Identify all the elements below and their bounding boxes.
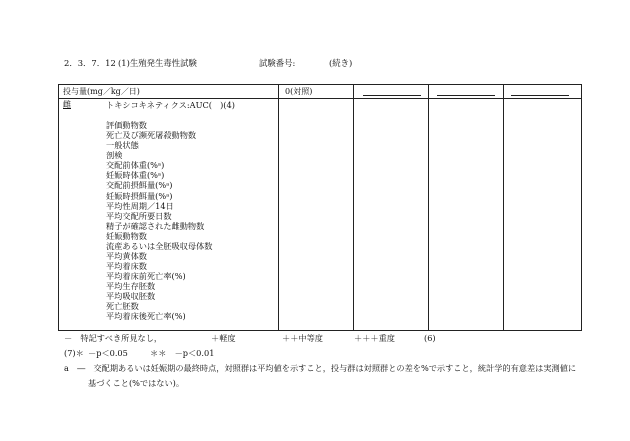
section-number: 2．3．7．12 [64,58,116,68]
parameter-row-label: 評価動物数 [106,120,147,131]
tox-table [58,84,582,331]
significance-p01: ＊＊ －p＜0.01 [150,348,215,358]
dose-group-blank [363,95,421,96]
study-number-label: 試験番号: [259,58,296,68]
column-divider [428,85,429,330]
parameter-row-label: 交配前体重(%ᵃ) [106,160,165,171]
continued-label: (続き) [329,58,353,68]
parameter-row-label: 妊娠動物数 [106,230,147,241]
parameter-row-label: 平均黄体数 [106,250,147,261]
parameter-row-label: 死亡及び瀕死屠殺動物数 [106,130,197,141]
dose-group-blank [437,95,495,96]
parameter-row-label: 平均交配所要日数 [106,210,172,221]
column-divider [503,85,504,330]
parameter-row-label: 一般状態 [106,140,139,151]
parameter-row-label: 妊娠時体重(%ᵃ) [106,170,165,181]
parameter-row-label: 平均性周期／14日 [106,200,174,211]
legend-none: － 特記すべき所見なし， [64,333,163,343]
parameter-row-label: 平均着床数 [106,260,147,271]
parameter-row-label: 平均吸収胚数 [106,291,156,301]
parameter-row-label: 交配前摂餌量(%ᵃ) [106,180,173,191]
significance-p05: －p＜0.05 [88,348,128,358]
column-divider [278,85,279,330]
header-divider [59,98,581,99]
parameter-row-label: 死亡胚数 [106,301,139,311]
legend-moderate: ＋＋中等度 [282,333,323,343]
footnote-a-line2: 基づくこと(%ではない)。 [88,378,185,388]
page-title: (1)生殖発生毒性試験 [118,58,197,68]
footnote-a-line1: a ― 交配期あるいは妊娠期の最終時点，対照群は平均値を示すこと，投与群は対照群との差を%で示すこと，統計学的有意差は実測値に [64,363,577,373]
parameter-row-label: 平均着床後死亡率(%) [106,311,186,322]
parameter-row-label: 精子が確認された雌動物数 [106,220,205,231]
dose-group-blank [511,95,569,96]
parameter-row-label: 剖検 [106,150,123,161]
legend-mild: ＋軽度 [211,333,236,343]
parameter-row-label: 流産あるいは全胚吸収母体数 [106,240,213,251]
parameter-row-label: 妊娠時摂餌量(%ᵃ) [106,190,173,201]
parameter-row-label: トキシコキネティクス:AUC( )(4) [106,100,235,110]
significance-reference: (7)＊ [64,348,84,358]
legend-severe: ＋＋＋重度 [354,333,395,343]
control-column-header: 0(対照) [285,87,313,96]
parameter-row-label: 平均着床前死亡率(%) [106,270,186,281]
parameter-row-label: 平均生存胚数 [106,280,156,291]
column-divider [353,85,354,330]
sex-group-label: 雌 [63,100,71,109]
legend-reference: (6) [424,333,436,343]
dose-column-header: 投与量(mg／kg／日) [63,87,140,96]
